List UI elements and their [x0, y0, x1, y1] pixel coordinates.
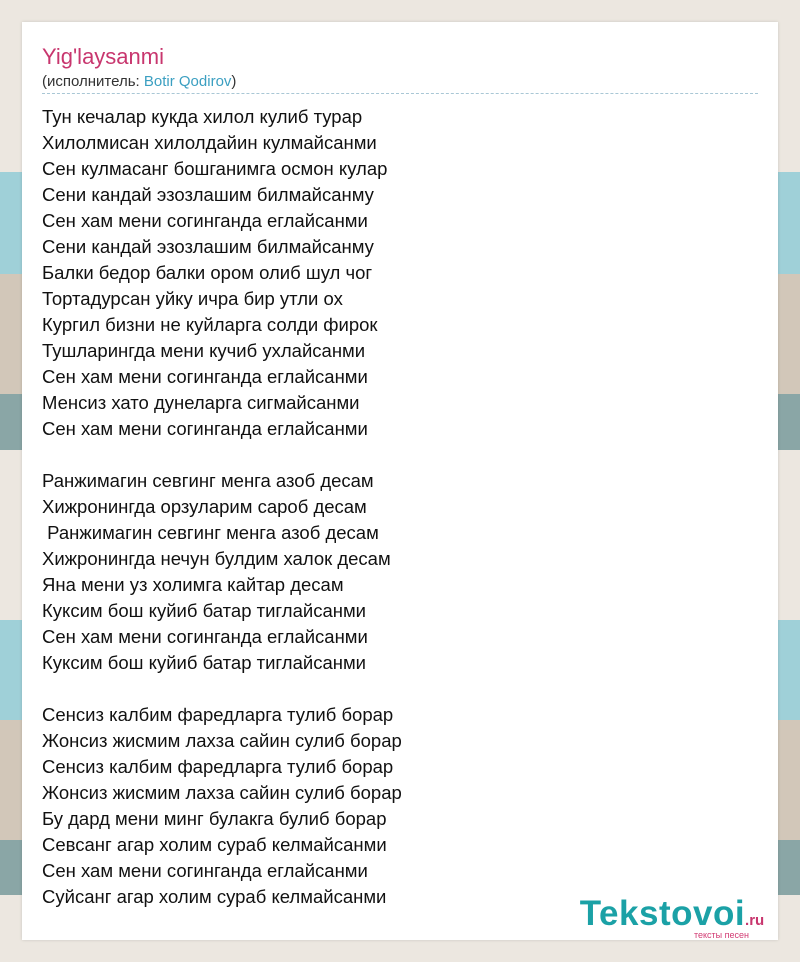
lyric-line: Сен хам мени согинганда еглайсанми — [42, 366, 368, 387]
lyric-line: Жонсиз жисмим лахза сайин сулиб борар — [42, 730, 402, 751]
lyric-line: Севсанг агар холим сураб келмайсанми — [42, 834, 387, 855]
lyric-line: Сени кандай эзозлашим билмайсанму — [42, 184, 374, 205]
artist-line — [42, 73, 236, 90]
artist-link[interactable]: Botir Qodirov — [143, 73, 232, 90]
lyric-line: Куксим бош куйиб батар тиглайсанми — [42, 652, 367, 673]
lyric-line: Сенсиз калбим фаредларга тулиб борар — [42, 704, 394, 725]
site-logo[interactable] — [567, 896, 777, 939]
song-title: Yig'laysanmi — [42, 44, 164, 69]
lyric-line: Куксим бош куйиб батар тиглайсанми — [42, 600, 367, 621]
lyric-line: Бу дард мени минг булакга булиб борар — [42, 808, 387, 829]
divider — [42, 93, 758, 94]
lyric-line: Тортадурсан уйку ичра бир утли ох — [42, 288, 343, 309]
lyric-line: Сен кулмасанг бошганимга осмон кулар — [42, 158, 388, 179]
lyric-line: Балки бедор балки ором олиб шул чог — [42, 262, 373, 283]
lyric-line: Сен хам мени согинганда еглайсанми — [42, 418, 368, 439]
logo-name: Tekstovoi — [579, 894, 746, 933]
lyric-line: Кургил бизни не куйларга солди фирок — [42, 314, 378, 335]
lyric-line: Сен хам мени согинганда еглайсанми — [42, 860, 368, 881]
lyrics-card — [22, 22, 778, 940]
lyrics-body — [42, 104, 758, 910]
lyric-line: Жонсиз жисмим лахза сайин сулиб борар — [42, 782, 402, 803]
logo-tagline: тексты песен — [693, 930, 749, 940]
lyric-line: Тушларингда мени кучиб ухлайсанми — [42, 340, 366, 361]
lyric-line: Хижронингда орзуларим сароб десам — [42, 496, 367, 517]
lyric-line: Тун кечалар кукда хилол кулиб турар — [42, 106, 363, 127]
lyric-line: Сенсиз калбим фаредларга тулиб борар — [42, 756, 394, 777]
lyric-line: Ранжимагин севгинг менга азоб десам — [42, 522, 379, 543]
lyric-line: Сен хам мени согинганда еглайсанми — [42, 210, 368, 231]
artist-prefix: (исполнитель: — [42, 73, 144, 90]
artist-suffix: ) — [231, 73, 237, 90]
lyric-line: Менсиз хато дунеларга сигмайсанми — [42, 392, 360, 413]
lyric-line: Суйсанг агар холим сураб келмайсанми — [42, 886, 387, 907]
lyric-line: Хилолмисан хилолдайин кулмайсанми — [42, 132, 377, 153]
lyric-line: Яна мени уз холимга кайтар десам — [42, 574, 344, 595]
lyric-line — [42, 676, 758, 702]
lyric-line: Хижронингда нечун булдим халок десам — [42, 548, 391, 569]
lyric-line: Ранжимагин севгинг менга азоб десам — [42, 470, 374, 491]
lyric-line — [42, 442, 758, 468]
lyric-line: Сени кандай эзозлашим билмайсанму — [42, 236, 374, 257]
lyric-line: Сен хам мени согинганда еглайсанми — [42, 626, 368, 647]
logo-tld: .ru — [745, 912, 765, 929]
